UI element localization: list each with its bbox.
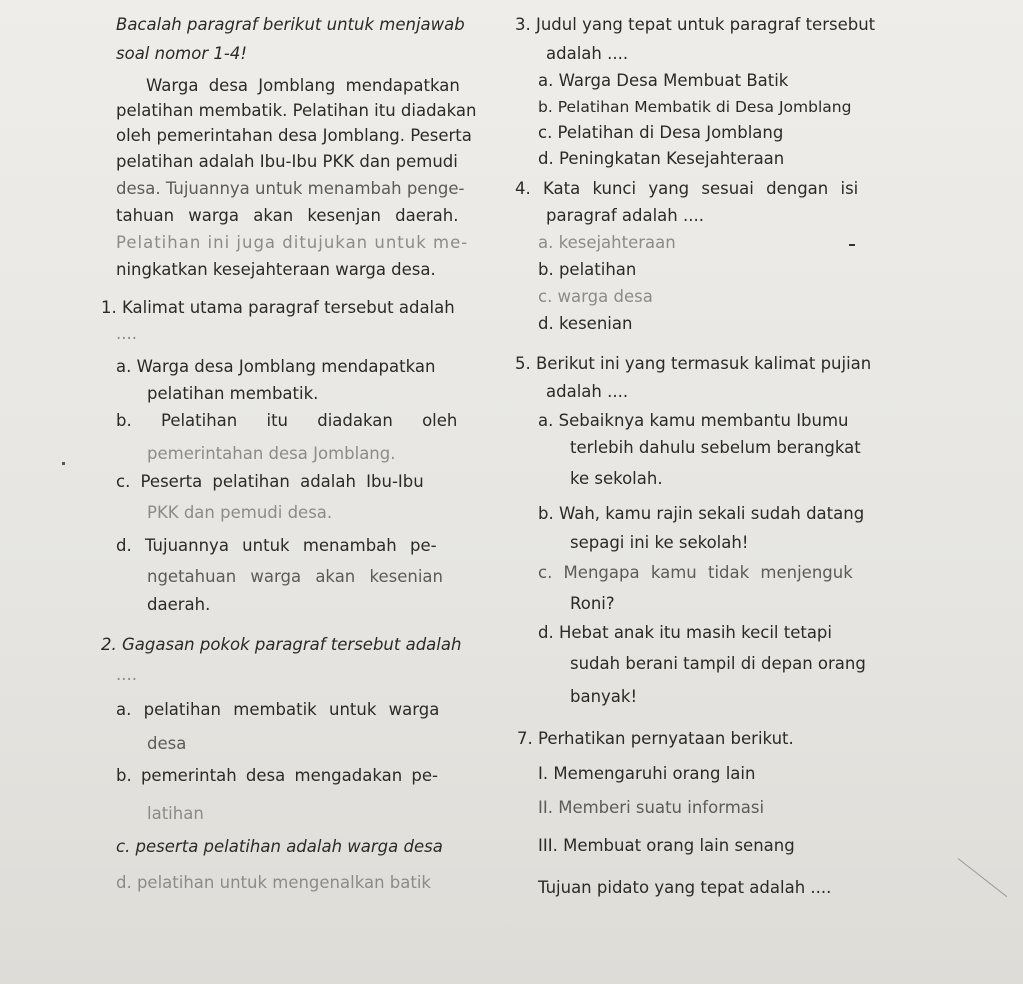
paragraph-line-2: pelatihan membatik. Pelatihan itu diadakan — [116, 101, 477, 120]
q7-item-1: I. Memengaruhi orang lain — [538, 764, 756, 783]
q1-option-b-cont: pemerintahan desa Jomblang. — [147, 444, 396, 463]
q2-option-b-cont: latihan — [147, 804, 204, 823]
q5-option-a-cont-2: ke sekolah. — [570, 469, 663, 488]
q2-option-a-cont: desa — [147, 734, 187, 753]
q1-option-d-cont-2: daerah. — [147, 595, 211, 614]
q4-option-d: d. kesenian — [538, 314, 633, 333]
q1-option-a-cont: pelatihan membatik. — [147, 384, 319, 403]
q1-option-d: d. Tujuannya untuk menambah pe- — [116, 536, 437, 555]
paragraph-line-5: desa. Tujuannya untuk menambah penge- — [116, 179, 465, 198]
q3-option-c: c. Pelatihan di Desa Jomblang — [538, 123, 784, 142]
q1-stem-dots: .... — [116, 324, 137, 343]
q5-option-d-cont-2: banyak! — [570, 687, 638, 706]
paragraph-line-8: ningkatkan kesejahteraan warga desa. — [116, 260, 436, 279]
pencil-dot — [849, 244, 855, 246]
q2-option-b: b. pemerintah desa mengadakan pe- — [116, 766, 439, 785]
q5-option-c: c. Mengapa kamu tidak menjenguk — [538, 563, 853, 582]
q3-stem-cont: adalah .... — [546, 44, 629, 63]
q4-option-b: b. pelatihan — [538, 260, 637, 279]
q3-option-b: b. Pelatihan Membatik di Desa Jomblang — [538, 98, 852, 116]
q4-stem: 4. Kata kunci yang sesuai dengan isi — [515, 179, 859, 198]
paragraph-line-4: pelatihan adalah Ibu-Ibu PKK dan pemudi — [116, 152, 458, 171]
q7-item-3: III. Membuat orang lain senang — [538, 836, 795, 855]
q5-option-d: d. Hebat anak itu masih kecil tetapi — [538, 623, 832, 642]
q3-option-a: a. Warga Desa Membuat Batik — [538, 71, 789, 90]
pencil-dot-left — [62, 462, 65, 465]
instruction-line-2: soal nomor 1-4! — [116, 44, 247, 63]
q3-option-d: d. Peningkatan Kesejahteraan — [538, 149, 785, 168]
q5-stem-cont: adalah .... — [546, 382, 629, 401]
q2-stem-dots: .... — [116, 665, 137, 684]
q4-option-a: a. kesejahteraan — [538, 233, 676, 252]
q5-option-b: b. Wah, kamu rajin sekali sudah datang — [538, 504, 865, 523]
q2-option-d: d. pelatihan untuk mengenalkan batik — [116, 873, 431, 892]
q5-option-d-cont: sudah berani tampil di depan orang — [570, 654, 866, 673]
q5-option-b-cont: sepagi ini ke sekolah! — [570, 533, 749, 552]
q5-option-a: a. Sebaiknya kamu membantu Ibumu — [538, 411, 849, 430]
instruction-line-1: Bacalah paragraf berikut untuk menjawab — [116, 15, 465, 34]
q5-option-c-cont: Roni? — [570, 594, 615, 613]
paragraph-line-6: tahuan warga akan kesenjan daerah. — [116, 206, 459, 225]
q4-option-c: c. warga desa — [538, 287, 653, 306]
paragraph-line-7: Pelatihan ini juga ditujukan untuk me- — [116, 233, 469, 252]
paragraph-line-3: oleh pemerintahan desa Jomblang. Peserta — [116, 126, 472, 145]
q5-option-a-cont: terlebih dahulu sebelum berangkat — [570, 438, 861, 457]
q2-stem: 2. Gagasan pokok paragraf tersebut adalah — [101, 635, 462, 654]
q1-option-c-cont: PKK dan pemudi desa. — [147, 503, 333, 522]
q3-stem: 3. Judul yang tepat untuk paragraf tersebut — [515, 15, 876, 34]
q4-stem-cont: paragraf adalah .... — [546, 206, 704, 225]
q7-question: Tujuan pidato yang tepat adalah .... — [538, 878, 832, 897]
pencil-stroke — [958, 858, 1007, 897]
q1-option-d-cont: ngetahuan warga akan kesenian — [147, 567, 443, 586]
paragraph-line-1: Warga desa Jomblang mendapatkan — [146, 76, 460, 95]
q2-option-a: a. pelatihan membatik untuk warga — [116, 700, 440, 719]
q7-stem: 7. Perhatikan pernyataan berikut. — [517, 729, 794, 748]
q7-item-2: II. Memberi suatu informasi — [538, 798, 765, 817]
q1-option-a: a. Warga desa Jomblang mendapatkan — [116, 357, 436, 376]
q5-stem: 5. Berikut ini yang termasuk kalimat pujian — [515, 354, 872, 373]
q1-option-c: c. Peserta pelatihan adalah Ibu-Ibu — [116, 472, 424, 491]
q1-option-b: b. Pelatihan itu diadakan oleh — [116, 411, 458, 430]
q2-option-c: c. peserta pelatihan adalah warga desa — [116, 837, 443, 856]
q1-stem: 1. Kalimat utama paragraf tersebut adalah — [101, 298, 455, 317]
